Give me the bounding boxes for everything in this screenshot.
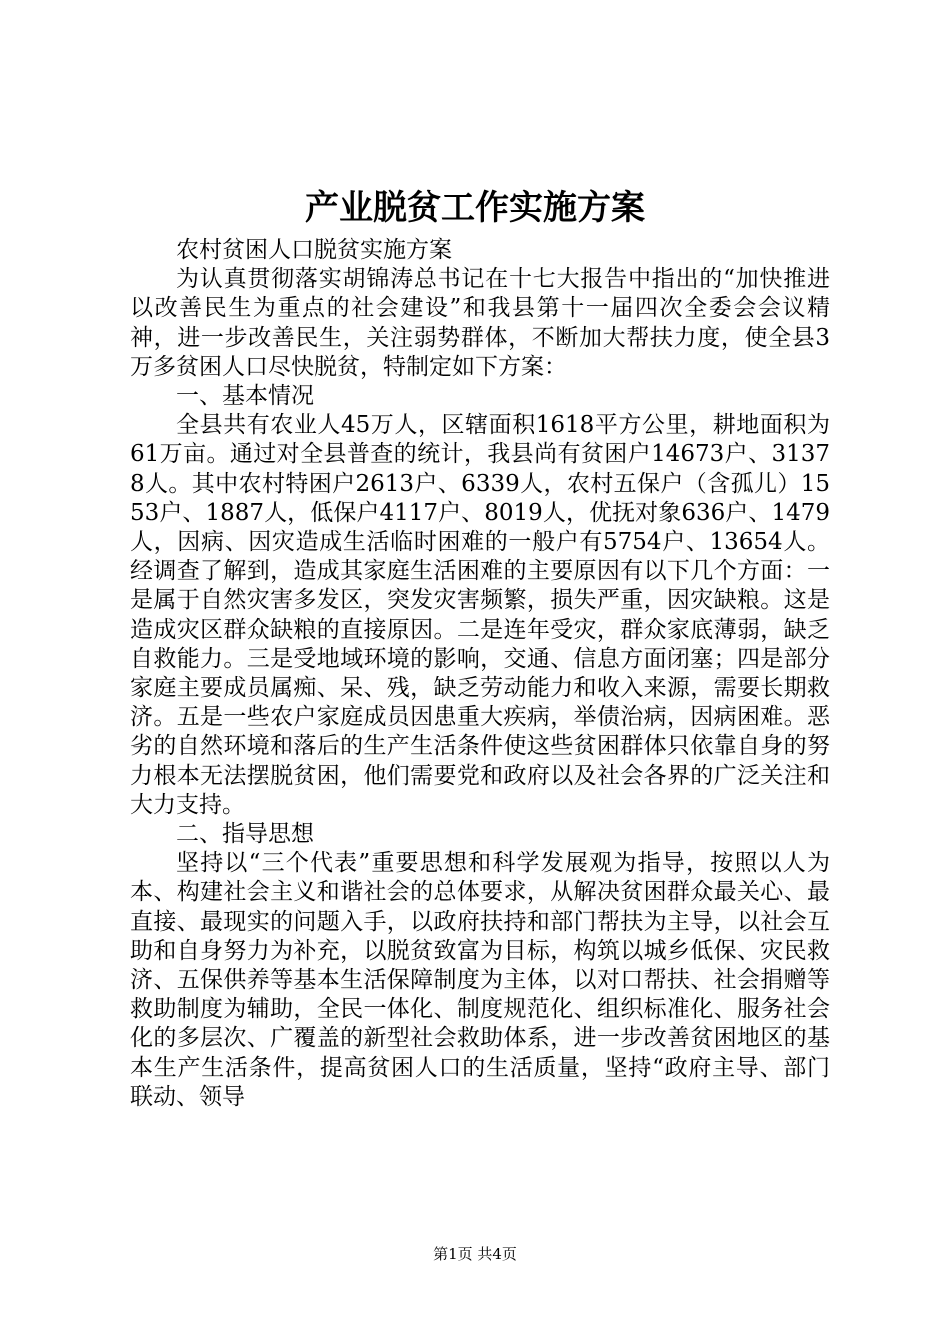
document-body bbox=[130, 236, 830, 1112]
intro-paragraph: 为认真贯彻落实胡锦涛总书记在十七大报告中指出的“加快推进以改善民生为重点的社会建设”和我县第十一届四次全委会会议精神，进一步改善民生，关注弱势群体，不断加大帮扶力度，使全县3万多贫困人口尽快脱贫，特制定如下方案： bbox=[130, 266, 830, 380]
section-heading-basic-situation: 一、基本情况 bbox=[176, 383, 314, 410]
page-number: 第1页 共4页 bbox=[433, 1245, 517, 1263]
section-body-guiding-ideology: 坚持以“三个代表”重要思想和科学发展观为指导，按照以人为本、构建社会主义和谐社会的总体要求，从解决贫困群众最关心、最直接、最现实的问题入手，以政府扶持和部门帮扶为主导，以社会互助和自身努力为补充，以脱贫致富为目标，构筑以城乡低保、灾民救济、五保供养等基本生活保障制度为主体，以对口帮扶、社会捐赠等救助制度为辅助，全民一体化、制度规范化、组织标准化、服务社会化的多层次、广覆盖的新型社会救助体系，进一步改善贫困地区的基本生产生活条件，提高贫困人口的生活质量，坚持“政府主导、部门联动、领导 bbox=[130, 850, 830, 1110]
section-body-basic-situation: 全县共有农业人45万人，区辖面积1618平方公里，耕地面积为61万亩。通过对全县普查的统计，我县尚有贫困户14673户、31378人。其中农村特困户2613户、6339人，农村五保户（含孤儿）1553户、1887人，低保户4117户、8019人，优抚对象636户、1479人，因病、因灾造成生活临时困难的一般户有5754户、13654人。经调查了解到，造成其家庭生活困难的主要原因有以下几个方面：一是属于自然灾害多发区，突发灾害频繁，损失严重，因灾缺粮。这是造成灾区群众缺粮的直接原因。二是连年受灾，群众家底薄弱，缺乏自救能力。三是受地域环境的影响，交通、信息方面闭塞；四是部分家庭主要成员属痴、呆、残，缺乏劳动能力和收入来源，需要长期救济。五是一些农户家庭成员因患重大疾病，举债治病，因病困难。恶劣的自然环境和落后的生产生活条件使这些贫困群体只依靠自身的努力根本无法摆脱贫困，他们需要党和政府以及社会各界的广泛关注和大力支持。 bbox=[130, 412, 830, 818]
document-subtitle: 农村贫困人口脱贫实施方案 bbox=[176, 237, 452, 263]
document-title: 产业脱贫工作实施方案 bbox=[305, 188, 645, 228]
section-heading-guiding-ideology: 二、指导思想 bbox=[176, 821, 314, 848]
